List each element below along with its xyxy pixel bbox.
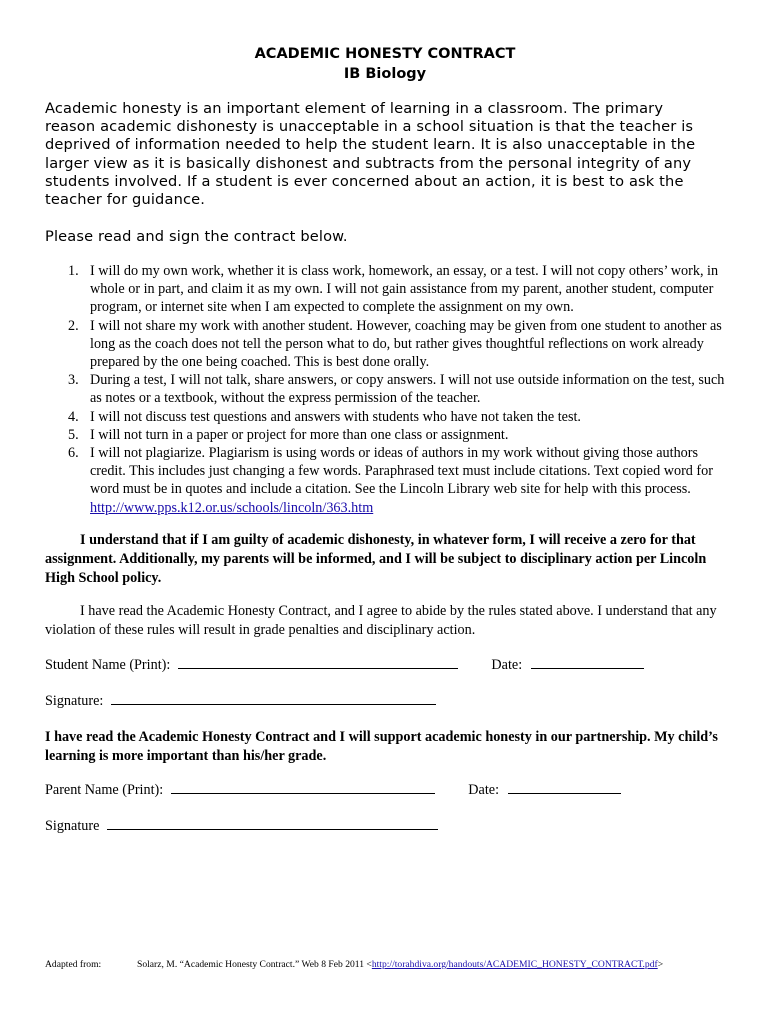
parent-name-field[interactable] — [171, 781, 435, 794]
rule-text: I will not plagiarize. Plagiarism is using words or ideas of authors in my work without giving those authors credit. This includes just changing a few words. Paraphrased text must include citations. Text copied word for word must be in quotes and include a citation. See the Lincoln Library web site for help with this process. — [90, 445, 713, 498]
footer-label: Adapted from: — [45, 959, 102, 970]
rule-item: 2. I will not share my work with another student. However, coaching may be given from one student to another as long as the coach does not tell the person what to do, but rather gives thoughtful reflections on work already prepared by the one being coached. This is best done orally. — [68, 317, 722, 371]
rule-text: I will not share my work with another student. However, coaching may be given from one student to another as long as the coach does not tell the person what to do, but rather gives thoughtful reflections on work already prepared by the one being coached. This is best done orally. — [90, 317, 722, 371]
student-name-row — [45, 656, 644, 674]
parent-signature-row — [45, 817, 438, 835]
parent-name-label: Parent Name (Print): — [45, 782, 164, 798]
student-name-label: Student Name (Print): — [45, 657, 171, 673]
student-signature-label: Signature: — [45, 693, 104, 709]
rule-item: 5. I will not turn in a paper or project for more than one class or assignment. — [68, 426, 509, 443]
student-date-label: Date: — [491, 657, 523, 673]
warning-statement: I understand that if I am guilty of academic dishonesty, in whatever form, I will receive a zero for that assignment. Additionally, my parents will be informed, and I will be subject to disciplinary action per Lincoln High School policy. — [45, 532, 707, 586]
rule-item: 6. I will not plagiarize. Plagiarism is using words or ideas of authors in my work without giving those authors credit. This includes just changing a few words. Paraphrased text must include citations. Text copied word for word must be in quotes and include a citation. See the Lincoln Library web site for help with this process. http://www.pps.k12.or.us/schools/lincoln/363.htm — [68, 445, 713, 516]
parent-name-row — [45, 781, 621, 799]
instruction-text: Please read and sign the contract below. — [45, 228, 348, 245]
parent-acknowledgement: I have read the Academic Honesty Contract and I will support academic honesty in our partnership. My child’s learning is more important than his/her grade. — [45, 729, 718, 764]
parent-date-field[interactable] — [508, 781, 621, 794]
rule-text: I will not turn in a paper or project for more than one class or assignment. — [90, 426, 509, 443]
parent-date-label: Date: — [468, 782, 500, 798]
rule-text: I will not discuss test questions and answers with students who have not taken the test. — [90, 408, 581, 425]
rules-list — [63, 262, 728, 517]
rule-text: I will do my own work, whether it is class work, homework, an essay, or a test. I will not copy others’ work, in whole or in part, and claim it as my own. I will not gain assistance from my parent, another student, computer program, or internet site when I am expected to complete the assignment on my own. — [90, 263, 719, 316]
rule-item: 4. I will not discuss test questions and answers with students who have not taken the test. — [68, 408, 581, 425]
footer-citation: Solarz, M. “Academic Honesty Contract.” Web 8 Feb 2011 <http://torahdiva.org/handouts/ACADEMIC_HONESTY_CONTRACT.pdf> — [137, 959, 664, 970]
student-signature-row — [45, 692, 436, 710]
rule-item: 1. I will do my own work, whether it is class work, homework, an essay, or a test. I will not copy others’ work, in whole or in part, and claim it as my own. I will not gain assistance from my parent, another student, computer program, or internet site when I am expected to complete the assignment on my own. — [68, 263, 719, 316]
contract-subtitle: IB Biology — [343, 66, 427, 82]
intro-paragraph: Academic honesty is an important element of learning in a classroom. The primary reason academic dishonesty is unacceptable in a school situation is that the teacher is deprived of information needed to help the student learn. It is also unacceptable in the larger view as it is basically dishonest and subtracts from the personal integrity of any students involved. If a student is ever concerned about an action, it is best to ask the teacher for guidance. — [45, 100, 696, 209]
rule-item: 3. During a test, I will not talk, share answers, or copy answers. I will not use outside information on the test, such as notes or a textbook, without the express permission of the teacher. — [68, 372, 725, 407]
student-signature-field[interactable] — [111, 692, 436, 705]
student-date-field[interactable] — [531, 656, 644, 669]
rule-text: During a test, I will not talk, share answers, or copy answers. I will not use outside information on the test, such as notes or a textbook, without the express permission of the teacher. — [90, 372, 725, 407]
contract-title: ACADEMIC HONESTY CONTRACT — [254, 46, 516, 62]
student-name-field[interactable] — [178, 656, 458, 669]
library-link[interactable]: http://www.pps.k12.or.us/schools/lincoln/363.htm — [90, 499, 374, 516]
agreement-statement: I have read the Academic Honesty Contract, and I agree to abide by the rules stated above. I understand that any violation of these rules will result in grade penalties and disciplinary action. — [45, 603, 717, 638]
source-link[interactable]: http://torahdiva.org/handouts/ACADEMIC_HONESTY_CONTRACT.pdf — [371, 959, 658, 970]
parent-signature-field[interactable] — [107, 817, 438, 830]
parent-signature-label: Signature — [45, 818, 100, 834]
